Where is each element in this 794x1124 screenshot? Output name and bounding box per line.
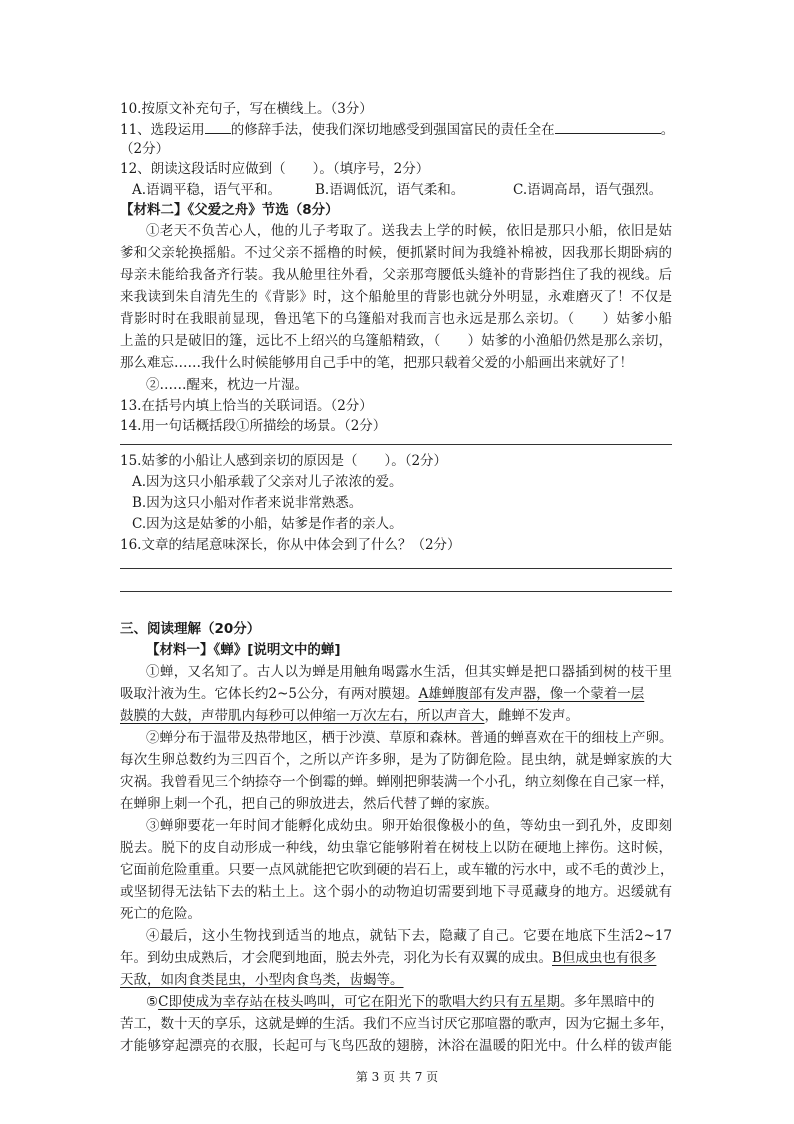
answer-line[interactable] [120,444,672,445]
m2-paragraph-line: 上盖的只是破旧的篷，远比不上绍兴的乌篷船精致，（ ）姑爹的小渔船仍然是那么亲切， [120,333,672,349]
p1-line [120,706,579,726]
p2-line: 灾祸。我曾看见三个纳捺夺一个倒霉的蝉。蝉刚把卵装满一个小孔，纳立刻像在自己家一样， [120,774,674,790]
q12-option-b: B.语调低沉，语气柔和。 [315,182,465,198]
underlined-sentence-b-cont: 天敌，如肉食类昆虫，小型肉食鸟类，齿蝎等。 [120,972,404,988]
page-footer: 第 3 页 共 7 页 [355,1070,439,1084]
underlined-sentence-a-cont: 鼓膜的大鼓，声带肌内每秒可以伸缩一万次左右，所以声音大 [120,708,485,724]
p3-line: 它面前危险重重。只要一点风就能把它吹到硬的岩石上，或车辙的污水中，或不毛的黄沙上， [120,862,674,878]
p4-line: ④最后，这小生物找到适当的地点，就钻下去，隐藏了自己。它要在地底下生活2~17 [146,928,672,944]
p2-line: 每次生卵总数约为三四百个，之所以产许多卵，是为了防御危险。昆虫纳，就是蝉家族的大 [120,752,672,768]
p4-line [120,970,404,990]
answer-blank[interactable] [555,119,661,134]
q15-option-c: C.因为这是姑爹的小船，姑爹是作者的亲人。 [132,516,403,532]
m2-paragraph-line: 那么难忘……我什么时候能够用自己手中的笔，把那只载着父爱的小船画出来就好了！ [120,355,633,371]
q11-score: （2分） [120,141,170,157]
m2-paragraph-line: 母亲未能给我备齐行装。我从舱里往外看，父亲那弯腰低头缝补的背影挡住了我的视线。后 [120,267,672,283]
p1-text: ，雌蝉不发声。 [484,708,579,724]
p3-line: 脱去。脱下的皮自动形成一种线，幼虫靠它能够附着在树枝上以防在硬地上摔伤。这时候， [120,840,672,856]
m2-paragraph-2: ②……醒来，枕边一片湿。 [146,377,308,393]
answer-line[interactable] [120,591,672,592]
p1-line: ①蝉，又名知了。古人以为蝉是用触角喝露水生活，但其实蝉是把口器插到树的枝干里 [146,664,672,680]
p1-line [120,684,672,704]
p2-line: ②蝉分布于温带及热带地区，栖于沙漠、草原和森林。普通的蝉喜欢在干的细枝上产卵。 [146,730,673,746]
question-10: 10.按原文补充句子，写在横线上。（3分） [120,101,373,117]
question-12: 12、朗读这段话时应做到（ ）。（填序号，2分） [120,161,430,177]
q15-option-a: A.因为这只小船承载了父亲对儿子浓浓的爱。 [132,474,403,490]
material-1-title: 【材料一】《蝉》[说明文中的蝉] [146,642,341,658]
answer-blank[interactable] [205,119,231,134]
p4-text: 年。到幼虫成熟后，才会爬到地面，脱去外壳，羽化为长有双翼的成虫。 [120,950,552,966]
question-15: 15.姑爹的小船让人感到亲切的原因是（ ）。（2分） [120,453,448,469]
question-11 [120,119,674,140]
answer-line[interactable] [120,568,672,569]
p3-line: 或坚韧得无法钻下去的粘土上。这个弱小的动物迫切需要到地下寻觅藏身的地方。迟缓就有 [120,884,672,900]
q12-option-a: A.语调平稳，语气平和。 [132,182,282,198]
underlined-sentence-a: A雄蝉腹部有发声器，像一个蒙着一层 [418,686,645,702]
p5-line: 苦工，数十天的享乐，这就是蝉的生活。我们不应当讨厌它那喧嚣的歌声，因为它掘土多年， [120,1016,674,1032]
p1-text: 吸取汁液为生。它体长约2~5公分，有两对膜翅。 [120,686,419,702]
p3-line: 死亡的危险。 [120,906,201,922]
material-2-title: 【材料二】《父爱之舟》节选（8分） [120,202,339,218]
question-13: 13.在括号内填上恰当的关联词语。（2分） [120,398,373,414]
p4-line [120,948,656,968]
p3-line: ③蝉卵要花一年时间才能孵化成幼虫。卵开始很像极小的鱼，等幼虫一到孔外，皮即刻 [146,818,672,834]
p2-line: 在蝉卵上刺一个孔，把自己的卵放进去，然后代替了蝉的家族。 [120,796,498,812]
q11-prefix: 11、选段运用 [120,122,205,138]
m2-paragraph-line: 来我读到朱自清先生的《背影》时，这个船舱里的背影也就分外明显，永难磨灭了！不仅是 [120,289,672,305]
question-16: 16.文章的结尾意味深长，你从中体会到了什么？（2分） [120,537,461,553]
m2-paragraph-line: 背影时时在我眼前显现，鲁迅笔下的乌篷船对我而言也永远是那么亲切。（ ）姑爹小船 [120,311,672,327]
underlined-sentence-b: B但成虫也有很多 [552,950,657,966]
underlined-sentence-c: C即使成为幸存站在枝头鸣叫，可它在阳光下的歌唱大约只有五星期 [158,994,560,1010]
q11-suffix: 。 [660,122,675,138]
m2-paragraph-line: ①老天不负苦心人，他的儿子考取了。送我去上学的时候，依旧是那只小船，依旧是姑 [146,223,672,239]
p5-line [146,992,654,1012]
m2-paragraph-line: 爹和父亲轮换摇船。不过父亲不摇橹的时候，便抓紧时间为我缝补棉被，因我那长期卧病的 [120,245,672,261]
q11-middle: 的修辞手法，使我们深切地感受到强国富民的责任全在 [230,122,555,138]
p5-number: ⑤ [146,994,159,1010]
p5-line: 才能够穿起漂亮的衣服，长起可与飞鸟匹敌的翅膀，沐浴在温暖的阳光中。什么样的钹声能 [120,1038,672,1054]
question-14: 14.用一句话概括段①所描绘的场景。（2分） [120,418,387,434]
q15-option-b: B.因为这只小船对作者来说非常熟悉。 [132,495,363,511]
section-3-heading: 三、阅读理解（20分） [120,621,261,637]
q12-option-c: C.语调高昂，语气强烈。 [513,182,663,198]
p5-text: 。多年黑暗中的 [559,994,655,1010]
